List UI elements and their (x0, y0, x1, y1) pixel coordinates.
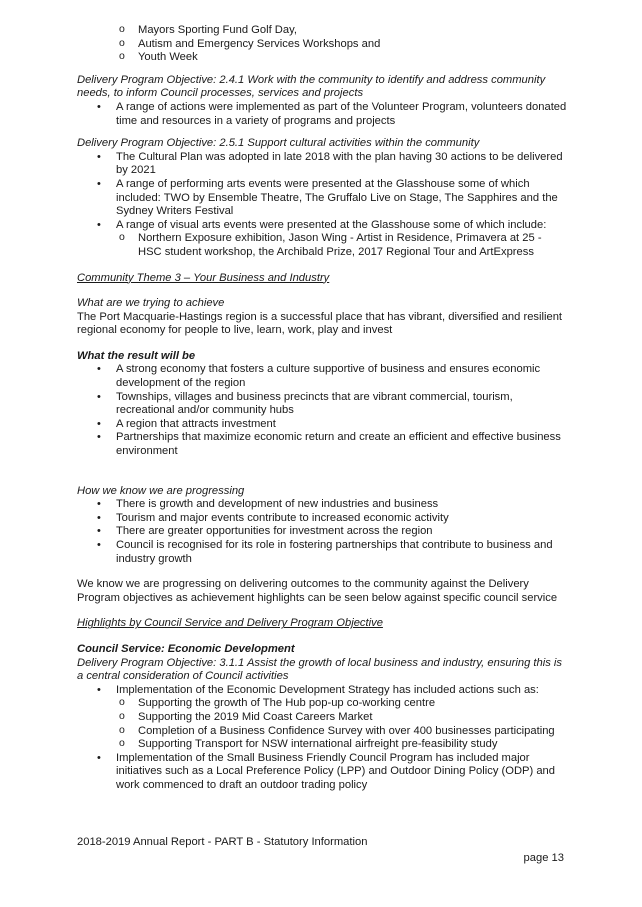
list-item-text: A range of visual arts events were presented at the Glasshouse some of which include: (116, 218, 547, 231)
list-item: o Northern Exposure exhibition, Jason Wing - Artist in Residence, Primavera at 25 - HSC student workshop, the Archibald Prize, 2017 Regional Tour and ArtExpress (116, 232, 567, 259)
progress-list (77, 498, 567, 566)
list-item: • There is growth and development of new industries and business (77, 498, 567, 512)
list-item: o Mayors Sporting Fund Golf Day, (77, 24, 567, 38)
list-item: • Council is recognised for its role in fostering partnerships that contribute to business and industry growth (77, 539, 567, 566)
list-item: o Autism and Emergency Services Workshops and (77, 38, 567, 52)
trying-text: The Port Macquarie-Hastings region is a successful place that has vibrant, diversified and resilient regional economy for people to live, learn, work, play and invest (77, 310, 563, 337)
page-content (77, 24, 567, 793)
list-item: o Completion of a Business Confidence Survey with over 400 businesses participating (116, 725, 567, 739)
highlights-sublist (116, 697, 567, 751)
progress-summary: We know we are progressing on delivering outcomes to the community against the Delivery Program objectives as achievement highlights can be seen below against specific council service (77, 578, 558, 604)
trying-heading: What are we trying to achieve (77, 297, 225, 310)
highlights-title: Highlights by Council Service and Delivery Program Objective (77, 617, 383, 630)
list-item: • There are greater opportunities for investment across the region (77, 525, 567, 539)
list-item: • A region that attracts investment (77, 418, 567, 432)
list-item (77, 684, 567, 752)
list-item: • The Cultural Plan was adopted in late 2018 with the plan having 30 actions to be delivered by 2021 (77, 151, 567, 178)
list-item: • Implementation of the Small Business Friendly Council Program has included major initiatives such as a Local Preference Policy (LPP) and Outdoor Dining Policy (ODP) and work commenced to draft an outdoor trading policy (77, 752, 567, 793)
objective-251-heading: Delivery Program Objective: 2.5.1 Support cultural activities within the community (77, 137, 480, 150)
list-item: o Supporting the growth of The Hub pop-up co-working centre (116, 697, 567, 711)
objective-241-list (77, 101, 567, 128)
progress-heading: How we know we are progressing (77, 484, 245, 497)
list-item (77, 219, 567, 260)
objective-241-heading: Delivery Program Objective: 2.4.1 Work with the community to identify and address community needs, to inform Council processes, services and projects (77, 73, 546, 100)
theme3-title: Community Theme 3 – Your Business and Industry (77, 271, 330, 284)
report-footer: 2018-2019 Annual Report - PART B - Statutory Information (77, 836, 368, 848)
objective-251-list (77, 151, 567, 260)
highlights-list (77, 684, 567, 793)
page-number: page 13 (523, 852, 564, 864)
list-item: • A range of actions were implemented as part of the Volunteer Program, volunteers donated time and resources in a variety of programs and projects (77, 101, 567, 128)
list-item-text: Implementation of the Economic Development Strategy has included actions such as: (116, 683, 539, 696)
list-item: • Partnerships that maximize economic return and create an efficient and effective business environment (77, 431, 567, 458)
list-item: o Youth Week (77, 51, 567, 65)
list-item: • A range of performing arts events were presented at the Glasshouse some of which included: TWO by Ensemble Theatre, The Gruffalo Live on Stage, The Sapphires and the Sydney Writers Festival (77, 178, 567, 219)
list-item: • A strong economy that fosters a culture supportive of business and ensures economic development of the region (77, 363, 567, 390)
list-item: o Supporting the 2019 Mid Coast Careers Market (116, 711, 567, 725)
objective-251-sublist (116, 232, 567, 259)
council-service-heading: Council Service: Economic Development (77, 642, 295, 655)
list-item: • Tourism and major events contribute to increased economic activity (77, 512, 567, 526)
list-item: o Supporting Transport for NSW international airfreight pre-feasibility study (116, 738, 567, 752)
intro-sublist (77, 24, 567, 65)
list-item: • Townships, villages and business precincts that are vibrant commercial, tourism, recreational and/or community hubs (77, 391, 567, 418)
objective-311-heading: Delivery Program Objective: 3.1.1 Assist the growth of local business and industry, ensuring this is a central consideration of Council activities (77, 656, 563, 683)
result-list (77, 363, 567, 458)
result-heading: What the result will be (77, 349, 196, 362)
